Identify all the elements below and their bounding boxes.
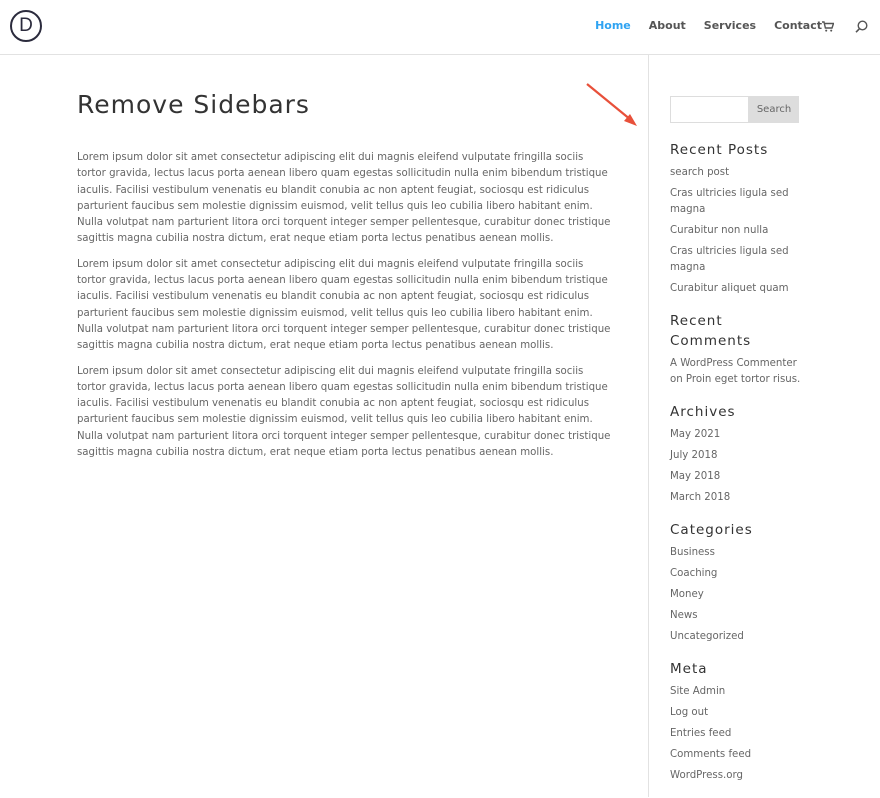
category-link[interactable]: News	[670, 610, 698, 621]
recent-comment-link[interactable]: A WordPress Commenter on Proin eget tortor risus.	[670, 358, 801, 385]
paragraph: Lorem ipsum dolor sit amet consectetur adipiscing elit dui magnis eleifend vulputate fringilla sociis tortor gravida, lectus lacus porta aenean libero quam egestas sollicitudin nulla enim bibendum tristique iaculis. Facilisi vestibulum venenatis eu blandit conubia ac non aptent feugiat, sociosqu est ridiculus parturient faucibus sem molestie dignissim euismod, velit tellus quis leo cubilia libero habitant enim. Nulla volutpat nam parturient litora orci torquent integer semper pellentesque, curabitur donec tristique sagittis magna cubilia nostra dictum, erat neque etiam porta lectus penatibus aenean mollis.	[77, 258, 611, 352]
meta-widget	[670, 659, 805, 784]
site-header	[0, 0, 880, 55]
meta-link[interactable]: Log out	[670, 707, 709, 718]
paragraph: Lorem ipsum dolor sit amet consectetur adipiscing elit dui magnis eleifend vulputate fringilla sociis tortor gravida, lectus lacus porta aenean libero quam egestas sollicitudin nulla enim bibendum tristique iaculis. Facilisi vestibulum venenatis eu blandit conubia ac non aptent feugiat, sociosqu est ridiculus parturient faucibus sem molestie dignissim euismod, velit tellus quis leo cubilia libero habitant enim. Nulla volutpat nam parturient litora orci torquent integer semper pellentesque, curabitur donec tristique sagittis magna cubilia nostra dictum, erat neque etiam porta lectus penatibus aenean mollis.	[77, 365, 611, 459]
recent-post-link[interactable]: Curabitur non nulla	[670, 225, 769, 236]
meta-link[interactable]: WordPress.org	[670, 770, 743, 781]
sidebar-divider	[648, 54, 649, 797]
recent-posts-widget	[670, 140, 805, 297]
archive-link[interactable]: July 2018	[670, 450, 718, 461]
recent-comments-widget	[670, 311, 805, 388]
archive-link[interactable]: May 2021	[670, 429, 721, 440]
widget-title: Meta	[670, 661, 708, 677]
site-logo[interactable]: D	[10, 10, 42, 42]
widget-title: Recent Comments	[670, 313, 752, 349]
recent-post-link[interactable]: search post	[670, 167, 730, 178]
meta-link[interactable]: Entries feed	[670, 728, 732, 739]
nav-contact[interactable]: Contact	[774, 19, 822, 32]
archive-link[interactable]: March 2018	[670, 492, 731, 503]
archive-link[interactable]: May 2018	[670, 471, 721, 482]
main-nav	[577, 19, 822, 32]
meta-link[interactable]: Comments feed	[670, 749, 752, 760]
category-link[interactable]: Coaching	[670, 568, 718, 579]
search-input[interactable]	[670, 96, 749, 123]
nav-home[interactable]: Home	[595, 19, 631, 32]
nav-services[interactable]: Services	[703, 19, 757, 32]
category-link[interactable]: Uncategorized	[670, 631, 744, 642]
paragraph: Lorem ipsum dolor sit amet consectetur adipiscing elit dui magnis eleifend vulputate fringilla sociis tortor gravida, lectus lacus porta aenean libero quam egestas sollicitudin nulla enim bibendum tristique iaculis. Facilisi vestibulum venenatis eu blandit conubia ac non aptent feugiat, sociosqu est ridiculus parturient faucibus sem molestie dignissim euismod, velit tellus quis leo cubilia libero habitant enim. Nulla volutpat nam parturient litora orci torquent integer semper pellentesque, curabitur donec tristique sagittis magna cubilia nostra dictum, erat neque etiam porta lectus penatibus aenean mollis.	[77, 152, 611, 245]
categories-widget	[670, 520, 805, 645]
widget-title: Categories	[670, 522, 753, 538]
annotation-arrow-icon	[583, 80, 643, 132]
page-title: Remove Sidebars	[77, 90, 310, 119]
widget-title: Recent Posts	[670, 142, 769, 158]
archives-widget	[670, 402, 805, 506]
category-link[interactable]: Business	[670, 547, 715, 558]
recent-post-link[interactable]: Cras ultricies ligula sed magna	[670, 246, 789, 273]
cart-icon[interactable]	[822, 21, 834, 32]
main-content	[77, 88, 612, 470]
sidebar	[670, 96, 805, 798]
recent-post-link[interactable]: Cras ultricies ligula sed magna	[670, 188, 789, 215]
widget-title: Archives	[670, 404, 736, 420]
recent-post-link[interactable]: Curabitur aliquet quam	[670, 283, 789, 294]
search-icon[interactable]	[855, 20, 868, 33]
search-button[interactable]: Search	[749, 96, 799, 123]
sidebar-search	[670, 96, 805, 123]
nav-about[interactable]: About	[648, 19, 686, 32]
meta-link[interactable]: Site Admin	[670, 686, 726, 697]
category-link[interactable]: Money	[670, 589, 704, 600]
